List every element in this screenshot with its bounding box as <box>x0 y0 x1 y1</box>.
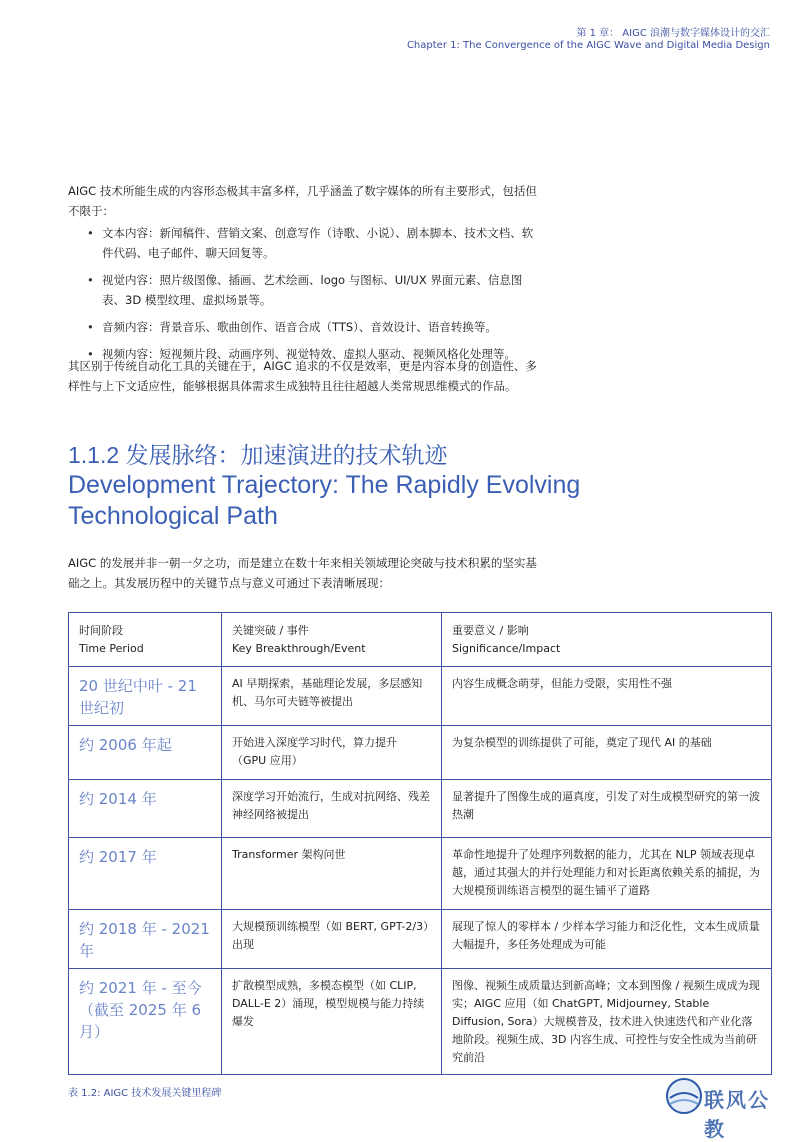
event-cell: AI 早期探索，基础理论发展，多层感知机、马尔可夫链等被提出 <box>222 667 442 726</box>
chapter-header-zh: 第 1 章： AIGC 浪潮与数字媒体设计的交汇 <box>576 28 770 39</box>
header-label-en: Key Breakthrough/Event <box>232 642 366 655</box>
table-row <box>69 910 772 969</box>
header-label-zh: 关键突破 / 事件 <box>232 624 309 637</box>
list-item: • 文本内容：新闻稿件、营销文案、创意写作（诗歌、小说）、剧本脚本、技术文档、软件代码、电子邮件、聊天回复等。 <box>68 223 543 263</box>
conclusion-paragraph: 其区别于传统自动化工具的关键在于，AIGC 追求的不仅是效率，更是内容本身的创造性、多样性与上下文适应性，能够根据具体需求生成独特且往往超越人类常规思维模式的作品。 <box>68 359 537 393</box>
period-cell: 约 2017 年 <box>69 838 222 910</box>
table-row <box>69 780 772 838</box>
section-title-zh: 1.1.2 发展脉络：加速演进的技术轨迹 <box>68 442 448 468</box>
period-cell: 20 世纪中叶 - 21 世纪初 <box>69 667 222 726</box>
section-title-en-line2: Technological Path <box>68 502 278 530</box>
table-row <box>69 726 772 780</box>
impact-cell: 内容生成概念萌芽，但能力受限，实用性不强 <box>442 667 772 726</box>
event-cell: Transformer 架构问世 <box>222 838 442 910</box>
chapter-header-en: Chapter 1: The Convergence of the AIGC Wave and Digital Media Design <box>406 40 770 51</box>
table-row <box>69 969 772 1075</box>
watermark-text: 联风公教 <box>704 1088 770 1141</box>
section-heading <box>68 440 628 532</box>
intro-paragraph: AIGC 技术所能生成的内容形态极其丰富多样，几乎涵盖了数字媒体的所有主要形式，包括但不限于： <box>68 184 537 218</box>
table-row <box>69 667 772 726</box>
watermark-logo <box>664 1076 790 1141</box>
impact-cell: 展现了惊人的零样本 / 少样本学习能力和泛化性，文本生成质量大幅提升，多任务处理成为可能 <box>442 910 772 969</box>
period-cell: 约 2018 年 - 2021 年 <box>69 910 222 969</box>
event-cell: 大规模预训练模型（如 BERT, GPT-2/3）出现 <box>222 910 442 969</box>
header-cell-impact <box>442 613 772 667</box>
table-header-row <box>69 613 772 667</box>
impact-cell: 为复杂模型的训练提供了可能，奠定了现代 AI 的基础 <box>442 726 772 780</box>
section-title-en-line1: Development Trajectory: The Rapidly Evolving <box>68 471 581 499</box>
impact-cell: 显著提升了图像生成的逼真度，引发了对生成模型研究的第一波热潮 <box>442 780 772 838</box>
event-cell: 深度学习开始流行，生成对抗网络、残差神经网络被提出 <box>222 780 442 838</box>
event-cell: 开始进入深度学习时代，算力提升（GPU 应用） <box>222 726 442 780</box>
impact-cell: 革命性地提升了处理序列数据的能力，尤其在 NLP 领域表现卓越，通过其强大的并行处理能力和对长距离依赖关系的捕捉，为大规模预训练语言模型的诞生铺平了道路 <box>442 838 772 910</box>
period-cell: 约 2014 年 <box>69 780 222 838</box>
event-cell: 扩散模型成熟，多模态模型（如 CLIP, DALL-E 2）涌现，模型规模与能力持续爆发 <box>222 969 442 1075</box>
table-row <box>69 838 772 910</box>
period-cell: 约 2006 年起 <box>69 726 222 780</box>
impact-cell: 图像、视频生成质量达到新高峰；文本到图像 / 视频生成成为现实；AIGC 应用（如 ChatGPT, Midjourney, Stable Diffusion, Sora）大规模普及，技术进入快速迭代和产业化落地阶段。视频生成、3D 内容生成、可控性与安全性成为当前研究前沿 <box>442 969 772 1075</box>
table-caption: 表 1.2: AIGC 技术发展关键里程碑 <box>68 1088 222 1099</box>
list-item: • 视频内容：短视频片段、动画序列、视觉特效、虚拟人驱动、视频风格化处理等。 <box>68 344 543 364</box>
header-cell-event <box>222 613 442 667</box>
header-label-zh: 重要意义 / 影响 <box>452 624 529 637</box>
header-label-zh: 时间阶段 <box>79 624 123 637</box>
header-cell-period <box>69 613 222 667</box>
period-cell: 约 2021 年 - 至今（截至 2025 年 6 月） <box>69 969 222 1075</box>
globe-icon <box>664 1076 704 1116</box>
header-label-en: Time Period <box>79 642 144 655</box>
milestone-table <box>68 612 772 1075</box>
list-item: • 视觉内容：照片级图像、插画、艺术绘画、logo 与图标、UI/UX 界面元素、信息图表、3D 模型纹理、虚拟场景等。 <box>68 270 543 310</box>
header-label-en: Significance/Impact <box>452 642 561 655</box>
list-item: • 音频内容：背景音乐、歌曲创作、语音合成（TTS）、音效设计、语音转换等。 <box>68 317 543 337</box>
content-type-list <box>68 223 543 371</box>
section-intro-paragraph: AIGC 的发展并非一朝一夕之功，而是建立在数十年来相关领域理论突破与技术积累的坚实基础之上。其发展历程中的关键节点与意义可通过下表清晰展现： <box>68 556 537 590</box>
